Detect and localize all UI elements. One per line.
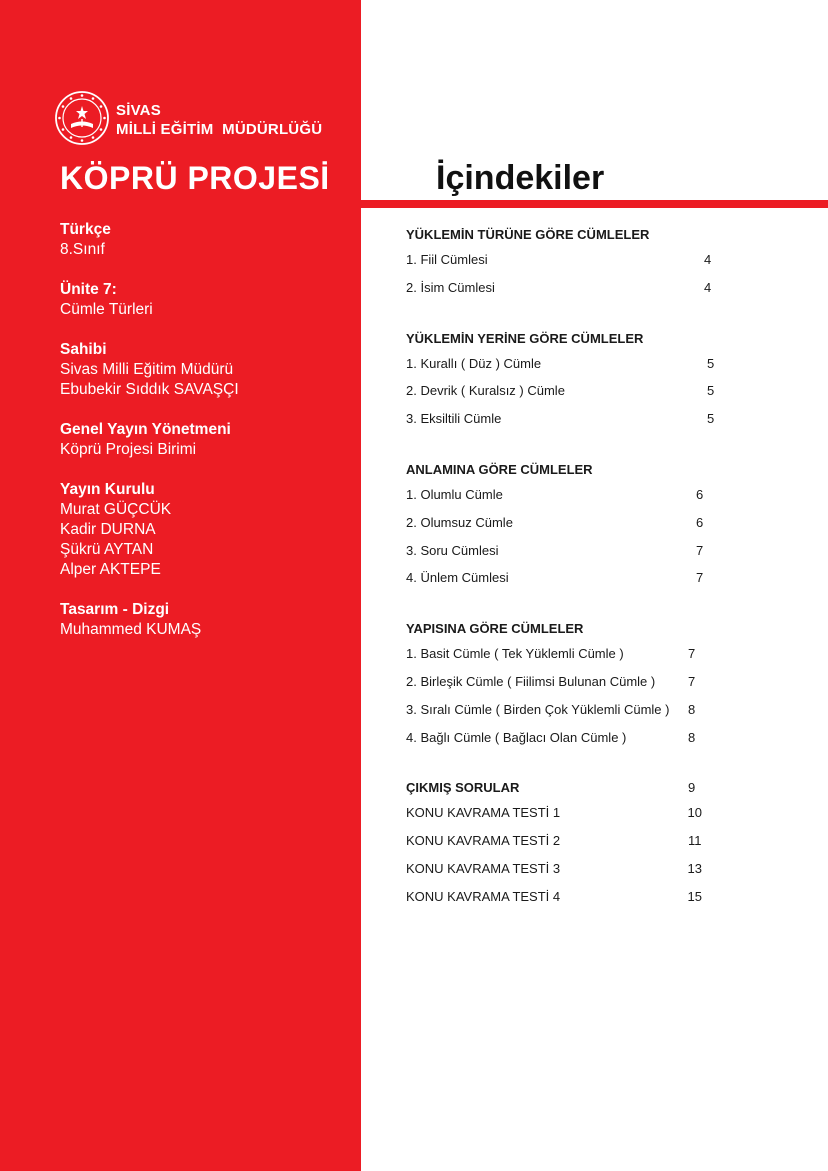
organization-line-2: MİLLİ EĞİTİM MÜDÜRLÜĞÜ xyxy=(116,121,323,138)
toc-section-heading[interactable] xyxy=(406,329,721,353)
title-underline xyxy=(361,200,828,208)
info-group-line: Murat GÜÇCÜK xyxy=(60,501,172,518)
toc-section xyxy=(406,778,702,913)
ministry-emblem-icon xyxy=(54,90,110,146)
publication-info xyxy=(60,220,350,660)
organization-line-1: SİVAS xyxy=(116,102,161,119)
toc-section-page xyxy=(696,460,710,484)
toc-entry-page: 11 xyxy=(688,833,702,849)
info-group-line: Muhammed KUMAŞ xyxy=(60,621,202,638)
toc-entry-page: 7 xyxy=(688,646,696,662)
toc-entry-label: 3. Sıralı Cümle ( Birden Çok Yüklemli Cümle ) xyxy=(406,701,670,717)
toc-entry-page: 13 xyxy=(687,860,702,876)
toc-entry[interactable] xyxy=(406,512,710,540)
toc-section xyxy=(406,619,702,754)
toc-section xyxy=(406,460,710,595)
info-group-line: Ebubekir Sıddık SAVAŞÇI xyxy=(60,381,239,398)
toc-entry[interactable] xyxy=(406,484,710,512)
info-group-title: Yayın Kurulu xyxy=(60,481,155,498)
toc-entry-page: 5 xyxy=(707,355,715,371)
toc-section-title: YAPISINA GÖRE CÜMLELER xyxy=(406,621,584,637)
toc-entry-label: 4. Ünlem Cümlesi xyxy=(406,570,509,586)
toc-entry-label: KONU KAVRAMA TESTİ 1 xyxy=(406,805,561,821)
toc-entry-page: 5 xyxy=(707,383,715,399)
toc-entry-page: 4 xyxy=(704,252,712,267)
toc-entry[interactable] xyxy=(406,567,710,595)
toc-entry-label: 2. Olumsuz Cümle xyxy=(406,514,513,530)
toc-entry-page: 7 xyxy=(688,673,696,689)
toc-section-title: ÇIKMIŞ SORULAR xyxy=(406,780,520,796)
info-group xyxy=(60,420,350,460)
toc-entry-label: 1. Kurallı ( Düz ) Cümle xyxy=(406,355,542,371)
info-group-line: Cümle Türleri xyxy=(60,301,153,318)
toc-entry-page: 6 xyxy=(696,486,704,502)
toc-section-heading[interactable] xyxy=(406,619,702,643)
toc-entry[interactable] xyxy=(406,802,702,830)
toc-section xyxy=(406,329,721,436)
toc-entry-page: 7 xyxy=(696,570,704,586)
info-group-title: Sahibi xyxy=(60,341,107,358)
info-group-title: Tasarım - Dizgi xyxy=(60,601,170,618)
info-group-line: Alper AKTEPE xyxy=(60,561,161,578)
toc-entry-label: KONU KAVRAMA TESTİ 2 xyxy=(406,833,561,849)
toc-entry-label: 3. Soru Cümlesi xyxy=(406,542,499,558)
toc-section-heading[interactable] xyxy=(406,225,718,249)
toc-entry-page: 5 xyxy=(707,411,715,427)
toc-entry-label: 2. Devrik ( Kuralsız ) Cümle xyxy=(406,383,565,399)
toc-entry-label: 4. Bağlı Cümle ( Bağlacı Olan Cümle ) xyxy=(406,729,627,745)
toc-entry-label: 1. Basit Cümle ( Tek Yüklemli Cümle ) xyxy=(406,646,624,662)
toc-entry[interactable] xyxy=(406,858,702,886)
toc-entry[interactable] xyxy=(406,699,702,727)
toc-section-page xyxy=(688,619,702,643)
toc-entry-label: 1. Fiil Cümlesi xyxy=(406,252,488,267)
project-title: KÖPRÜ PROJESİ xyxy=(60,160,330,196)
toc-entry-page: 8 xyxy=(688,729,696,745)
toc-entry[interactable] xyxy=(406,727,702,755)
cover-sidebar xyxy=(0,0,361,1171)
toc-entry-label: 2. İsim Cümlesi xyxy=(406,279,495,295)
table-of-contents xyxy=(406,225,726,938)
info-group xyxy=(60,340,350,400)
toc-entry[interactable] xyxy=(406,380,721,408)
toc-entry[interactable] xyxy=(406,249,718,277)
page-title: İçindekiler xyxy=(436,159,605,197)
toc-entry-page: 10 xyxy=(687,805,702,821)
toc-entry[interactable] xyxy=(406,643,702,671)
toc-entry-label: 3. Eksiltili Cümle xyxy=(406,411,502,427)
info-group-title: Türkçe xyxy=(60,221,111,238)
info-group xyxy=(60,600,350,640)
info-group-line: Sivas Milli Eğitim Müdürü xyxy=(60,361,234,378)
toc-section-title: YÜKLEMİN YERİNE GÖRE CÜMLELER xyxy=(406,330,644,346)
toc-section-title: ANLAMINA GÖRE CÜMLELER xyxy=(406,461,593,477)
toc-section-page: 9 xyxy=(688,780,696,796)
info-group-title: Ünite 7: xyxy=(60,281,117,298)
toc-entry-page: 6 xyxy=(696,514,704,530)
toc-entry[interactable] xyxy=(406,540,710,568)
toc-entry-label: 2. Birleşik Cümle ( Fiilimsi Bulunan Cümle ) xyxy=(406,673,656,689)
toc-entry[interactable] xyxy=(406,886,702,914)
info-group-line: Şükrü AYTAN xyxy=(60,541,154,558)
toc-entry-page: 8 xyxy=(688,701,696,717)
toc-entry-label: 1. Olumlu Cümle xyxy=(406,486,503,502)
info-group-line: Kadir DURNA xyxy=(60,521,156,538)
info-group xyxy=(60,280,350,320)
toc-entry[interactable] xyxy=(406,277,718,305)
toc-section-heading[interactable] xyxy=(406,460,710,484)
toc-entry-label: KONU KAVRAMA TESTİ 3 xyxy=(406,860,561,876)
toc-entry[interactable] xyxy=(406,353,721,381)
info-group-line: Köprü Projesi Birimi xyxy=(60,441,197,458)
toc-entry-label: KONU KAVRAMA TESTİ 4 xyxy=(406,888,561,904)
info-group xyxy=(60,480,350,580)
toc-entry[interactable] xyxy=(406,671,702,699)
toc-section-heading[interactable] xyxy=(406,778,702,802)
toc-entry-page: 4 xyxy=(704,279,712,295)
toc-section-title: YÜKLEMİN TÜRÜNE GÖRE CÜMLELER xyxy=(406,227,650,242)
toc-section-page xyxy=(707,329,721,353)
toc-entry-page: 7 xyxy=(696,542,704,558)
toc-entry[interactable] xyxy=(406,408,721,436)
organization-name xyxy=(116,101,322,139)
toc-section xyxy=(406,225,718,305)
toc-entry[interactable] xyxy=(406,830,702,858)
toc-entry-page: 15 xyxy=(687,888,702,904)
info-group-title: Genel Yayın Yönetmeni xyxy=(60,421,231,438)
info-group-line: 8.Sınıf xyxy=(60,241,105,258)
toc-section-page xyxy=(704,225,718,249)
info-group xyxy=(60,220,350,260)
